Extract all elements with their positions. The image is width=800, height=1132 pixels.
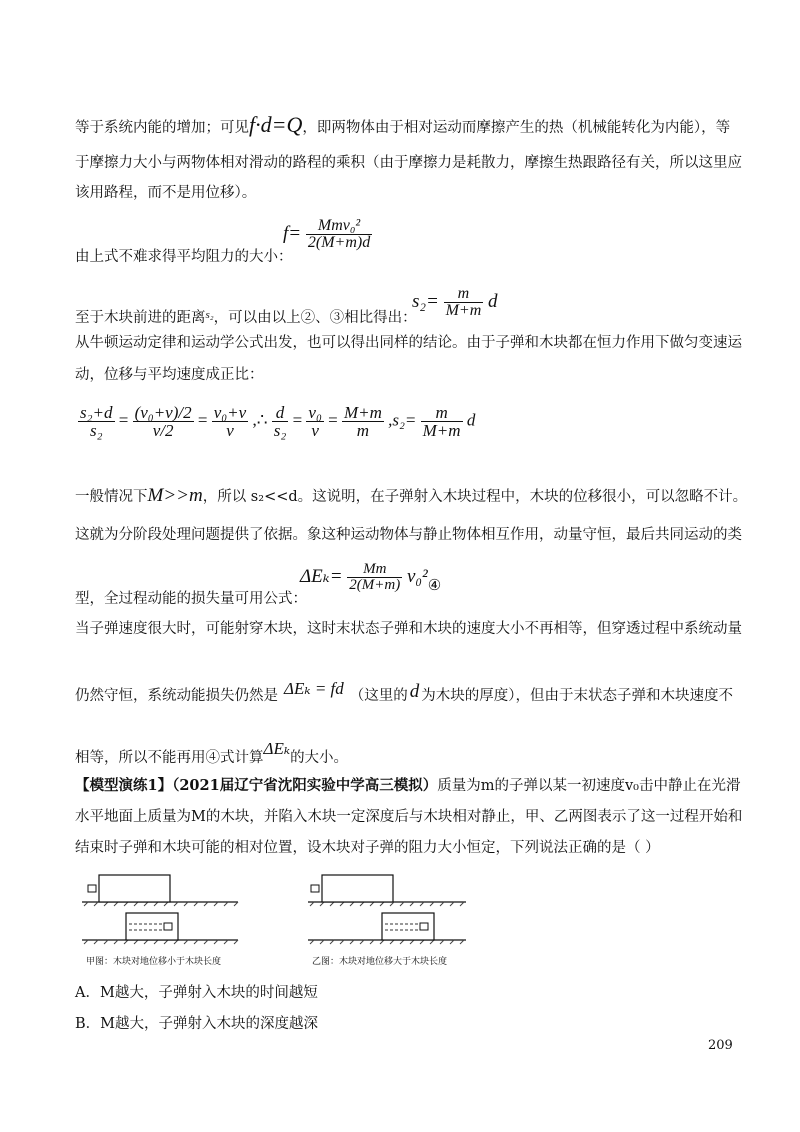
text-line-12 — [75, 680, 733, 704]
formula-f — [283, 218, 372, 251]
equation-number-4: ④ — [427, 577, 442, 594]
text-line-4: 由上式不难求得平均阻力的大小： — [75, 249, 293, 265]
formula-tail: d — [466, 410, 476, 430]
text-line-11: 当子弹速度很大时，可能射穿木块，这时末状态子弹和木块的速度大小不再相等，但穿透过程中系统动量 — [75, 621, 742, 637]
page-number: 209 — [708, 1038, 733, 1053]
text-segment: 的大小。 — [290, 750, 349, 766]
fraction-c — [212, 404, 248, 439]
text-segment: ，即两物体由于相对运动而摩擦产生的热（机械能转化为内能），等 — [302, 120, 731, 136]
text-segment: 一般情况下 — [75, 489, 148, 505]
formula-lhs: s₂= — [412, 290, 439, 312]
formula-fraction — [306, 218, 372, 251]
fraction-denominator: s₂ — [89, 421, 103, 440]
text-line-7: 动，位移与平均速度成正比： — [75, 367, 264, 383]
figure-caption-right: 乙图：木块对地位移大于木块长度 — [312, 957, 448, 967]
formula-fdq: f·d=Q — [249, 112, 303, 137]
option-a: A．M越大，子弹射入木块的时间越短 — [75, 985, 318, 1001]
bullet-end — [164, 923, 172, 930]
fraction-numerator: (v₀+v)/2 — [134, 403, 192, 422]
figure-caption-left: 甲图：木块对地位移小于木块长度 — [86, 957, 222, 967]
text-line-8 — [75, 486, 747, 505]
bullet-start — [311, 885, 319, 892]
formula-d: d — [409, 681, 420, 702]
fraction-numerator: m — [444, 286, 484, 303]
formula-delta-ek — [300, 562, 441, 594]
fraction-d — [272, 404, 289, 439]
fraction-g — [421, 404, 463, 439]
fraction-a — [78, 404, 115, 439]
question-heading: 【模型演练1】（2021届辽宁省沈阳实验中学高三模拟） — [75, 777, 438, 794]
fraction-denominator: s₂ — [273, 421, 287, 440]
fraction-denominator: v — [226, 421, 234, 440]
text-line-2: 于摩擦力大小与两物体相对滑动的路程的乘积（由于摩擦力是耗散力，摩擦生热跟路径有关，所以这里应 — [75, 155, 742, 171]
block-start — [99, 875, 170, 902]
formula-s2 — [412, 286, 498, 319]
formula-M-gg-m: M>>m — [147, 485, 203, 506]
formula-delta-ek-fd: ΔEₖ = fd — [284, 679, 344, 698]
formula-fraction — [444, 286, 484, 319]
block-start — [322, 875, 393, 902]
fraction-e — [306, 404, 323, 439]
text-line-6: 从牛顿运动定律和运动学公式出发，也可以得出同样的结论。由于子弹和木块都在恒力作用下做匀变速运 — [75, 335, 742, 351]
fraction-denominator: 2(M+m)d — [307, 234, 371, 251]
formula-lhs: ΔEₖ= — [300, 565, 343, 587]
fraction-denominator: v/2 — [152, 421, 174, 440]
formula-lhs: ,s₂= — [388, 410, 417, 430]
formula-tail: d — [488, 290, 498, 312]
text-segment: （这里的 — [349, 688, 408, 704]
text-segment: ，所以 s₂<<d。这说明，在子弹射入木块过程中，木块的位移很小，可以忽略不计。 — [202, 489, 748, 505]
fraction-numerator: Mm — [347, 562, 402, 578]
fraction-b — [133, 404, 194, 439]
formula-lhs: f= — [283, 222, 302, 244]
fraction-denominator: m — [356, 421, 370, 440]
fraction-denominator: M+m — [445, 302, 482, 319]
text-line-10: 型，全过程动能的损失量可用公式： — [75, 591, 307, 607]
text-segment: 质量为m的子弹以某一初速度v₀击中静止在光滑 — [437, 778, 741, 794]
bullet-end — [420, 923, 428, 930]
text-line-5 — [75, 310, 417, 326]
question-line-2: 水平地面上质量为M的木块，并陷入木块一定深度后与木块相对静止，甲、乙两图表示了这一过程开始和 — [75, 809, 743, 825]
figure-left — [82, 875, 238, 944]
figure-right — [308, 875, 466, 944]
fraction-denominator: 2(M+m) — [349, 577, 401, 593]
fraction-denominator: M+m — [422, 421, 461, 440]
therefore-symbol: ,∴ — [252, 410, 268, 430]
question-line-3: 结束时子弹和木块可能的相对位置，设木块对子弹的阻力大小恒定，下列说法正确的是（ ） — [75, 840, 660, 856]
formula-delta-ek-inline: ΔEₖ — [263, 739, 291, 758]
text-segment: 仍然守恒，系统动能损失仍然是 — [75, 688, 278, 704]
text-line-9: 这就为分阶段处理问题提供了依据。象这种运动物体与静止物体相互作用，动量守恒，最后共同运动的类 — [75, 527, 742, 543]
text-segment: ，可以由以上②、③相比得出： — [213, 310, 417, 326]
bullet-start — [88, 885, 96, 892]
fraction-f — [342, 404, 384, 439]
fraction-numerator: d — [272, 404, 289, 422]
equation-chain: $\frac{\text{s₂+d}}{\text{s₂}}$ = $\frac{\text{(v₀+v)/2}}{v/2}$ = $\frac{\text{v₀+v}}{v}$ ,∴ $\frac{d}{\text{s₂}}$ = $\frac{\text{v₀}}{v}$ = $\frac{M+m}{m}$ ,s₂= $\frac{m}{M+m}$ d — [80, 403, 476, 440]
text-line-1 — [75, 114, 730, 136]
option-b: B．M越大，子弹射入木块的深度越深 — [75, 1016, 319, 1032]
formula-s2-inline: s₂ — [205, 309, 214, 321]
fraction-numerator: m — [421, 404, 463, 422]
question-line-1 — [75, 779, 740, 794]
text-line-3: 该用路程，而不是用位移）。 — [75, 185, 257, 201]
fraction-numerator: v₀+v — [213, 403, 247, 422]
text-segment: 等于系统内能的增加；可见 — [75, 120, 249, 136]
text-segment: 相等，所以不能再用④式计算 — [75, 750, 264, 766]
fraction-numerator: s₂+d — [80, 403, 113, 422]
formula-tail: v₀² — [406, 565, 428, 587]
fraction-denominator: v — [311, 421, 319, 440]
text-line-13 — [75, 740, 348, 766]
formula-fraction — [347, 562, 402, 593]
text-segment: 至于木块前进的距离 — [75, 310, 206, 326]
fraction-numerator: v₀ — [308, 403, 322, 422]
fraction-numerator: Mmv₀² — [306, 218, 372, 235]
fraction-numerator: M+m — [343, 403, 382, 422]
text-segment: 为木块的厚度），但由于末状态子弹和木块速度不 — [421, 688, 734, 704]
